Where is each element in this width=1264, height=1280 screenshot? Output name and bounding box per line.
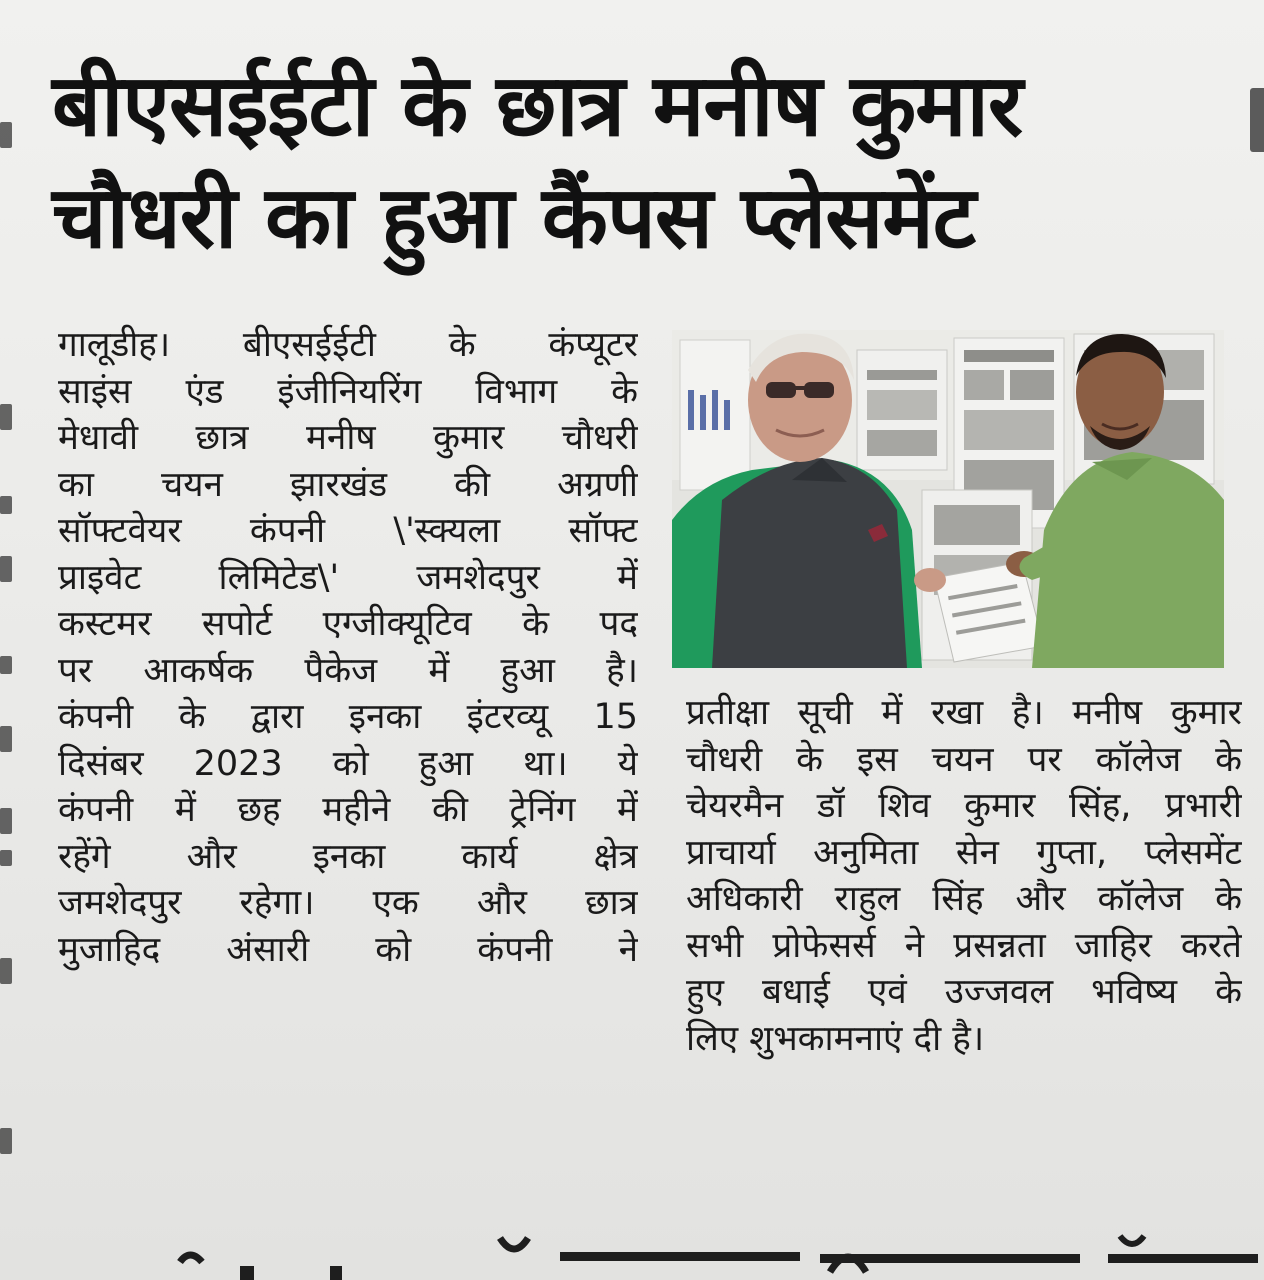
body-line: गालूडीह। बीएसईईटी के कंप्यूटर bbox=[58, 325, 638, 365]
body-line: चेयरमैन डॉ शिव कुमार सिंह, प्रभारी bbox=[686, 786, 1242, 826]
article-photo bbox=[672, 330, 1224, 668]
article-left-column bbox=[58, 322, 638, 973]
body-line-last: लिए शुभकामनाएं दी है। bbox=[686, 1018, 985, 1059]
body-line: प्राचार्या अनुमिता सेन गुप्ता, प्लेसमेंट bbox=[686, 832, 1242, 873]
article-right-column bbox=[686, 690, 1242, 1062]
left-edge-fragments bbox=[0, 0, 18, 1280]
body-line: चौधरी के इस चयन पर कॉलेज के bbox=[686, 739, 1242, 780]
body-line: साइंस एंड इंजीनियरिंग विभाग के bbox=[58, 371, 638, 412]
body-line: मुजाहिद अंसारी को कंपनी ने bbox=[58, 929, 638, 970]
body-line: मेधावी छात्र मनीष कुमार चौधरी bbox=[58, 418, 638, 458]
body-line: रहेंगे और इनका कार्य क्षेत्र bbox=[58, 836, 638, 877]
body-line: जमशेदपुर रहेगा। एक और छात्र bbox=[58, 883, 638, 923]
body-line: कंपनी में छह महीने की ट्रेनिंग में bbox=[58, 790, 638, 830]
body-line: प्रतीक्षा सूची में रखा है। मनीष कुमार bbox=[686, 693, 1242, 733]
body-line: कंपनी के द्वारा इनका इंटरव्यू 15 bbox=[58, 697, 638, 737]
body-line: दिसंबर 2023 को हुआ था। ये bbox=[58, 743, 638, 784]
headline-line-2: चौधरी का हुआ कैंपस प्लेसमेंट bbox=[52, 168, 976, 268]
right-edge-fragment bbox=[1250, 88, 1264, 152]
body-line: का चयन झारखंड की अग्रणी bbox=[58, 464, 638, 505]
body-line: हुए बधाई एवं उज्जवल भविष्य के bbox=[686, 972, 1242, 1012]
body-line: प्राइवेट लिमिटेड\' जमशेदपुर में bbox=[58, 557, 638, 598]
photo-two-men-holding-certificate-icon bbox=[672, 330, 1224, 668]
next-headline-cropped bbox=[0, 1232, 1264, 1280]
body-line: पर आकर्षक पैकेज में हुआ है। bbox=[58, 650, 638, 691]
headline-line-1: बीएसईईटी के छात्र मनीष कुमार bbox=[52, 56, 1023, 156]
body-line: सॉफ्टवेयर कंपनी \'स्क्यला सॉफ्ट bbox=[58, 511, 638, 551]
body-line: कस्टमर सपोर्ट एग्जीक्यूटिव के पद bbox=[58, 604, 638, 644]
headline bbox=[52, 50, 1222, 274]
cropped-text-fragments bbox=[0, 1232, 1264, 1280]
body-line: सभी प्रोफेसर्स ने प्रसन्नता जाहिर करते bbox=[686, 925, 1242, 966]
body-line: अधिकारी राहुल सिंह और कॉलेज के bbox=[686, 879, 1242, 919]
